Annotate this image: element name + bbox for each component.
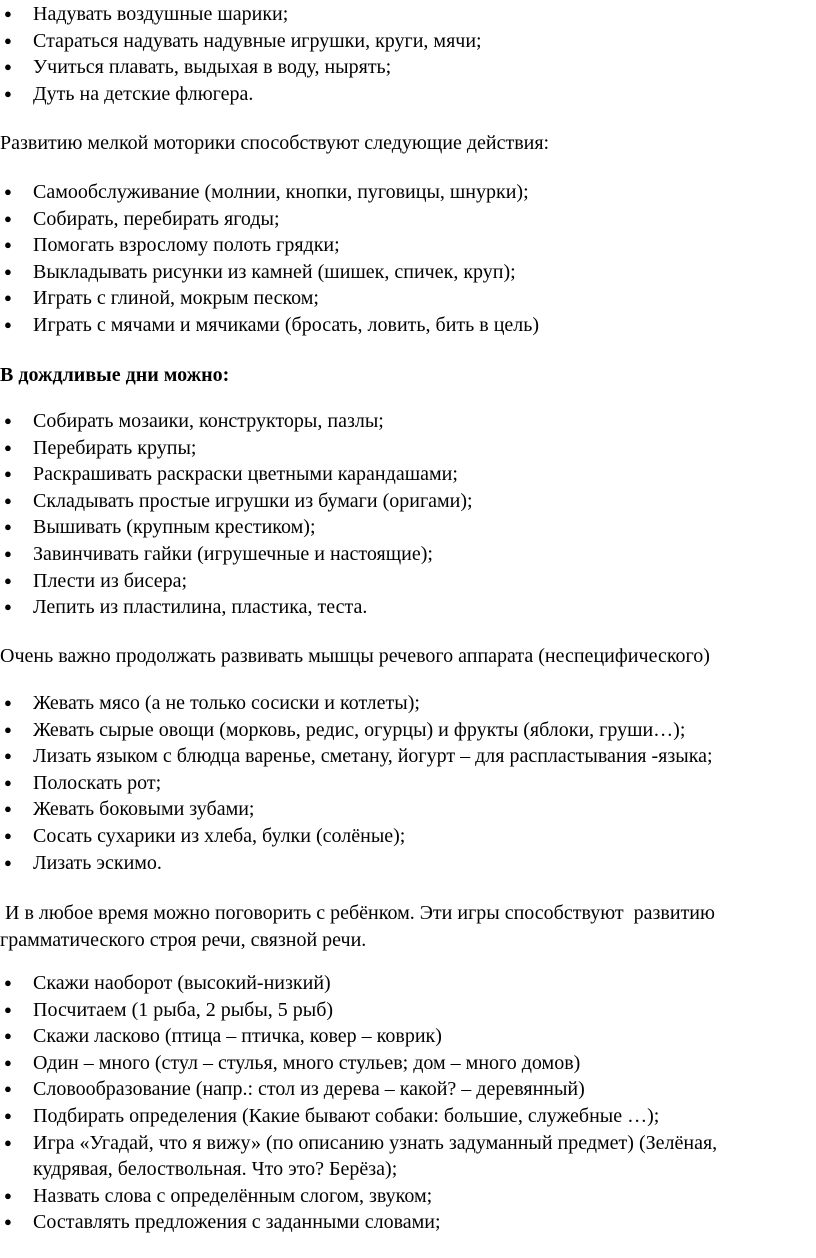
bullet-icon: ● [4, 1001, 12, 1017]
list-item [0, 514, 790, 541]
list-item [0, 408, 790, 435]
list-item [0, 81, 790, 108]
bullet-icon: ● [4, 210, 12, 226]
bullet-icon: ● [4, 1134, 12, 1150]
list-item [0, 997, 790, 1024]
list-item-text: Играть с мячами и мячиками (бросать, ловить, бить в цель) [33, 313, 540, 336]
rainy-days-heading: В дождливые дни можно: [0, 364, 230, 386]
list-item [0, 285, 790, 312]
grammar-games-intro: И в любое время можно поговорить с ребёнком. Эти игры способствуют развитию грамматического строя речи, связной речи. [0, 902, 720, 951]
list-item-text: Раскрашивать раскраски цветными карандашами; [33, 463, 458, 486]
bullet-icon: ● [4, 827, 12, 843]
bullet-icon: ● [4, 1214, 12, 1230]
bullet-icon: ● [4, 1187, 12, 1203]
list-item [0, 28, 790, 55]
bullet-icon: ● [4, 32, 12, 48]
list-item-text: Игра «Угадай, что я вижу» (по описанию узнать задуманный предмет) (Зелёная, кудрявая, белоствольная. Что это? Берёза); [33, 1131, 718, 1181]
list-item [0, 1183, 790, 1210]
list-item [0, 970, 790, 997]
list-item-text: Лизать языком с блюдца варенье, сметану, йогурт – для распластывания -языка; [33, 745, 713, 768]
list-item-text: Посчитаем (1 рыба, 2 рыбы, 5 рыб) [33, 998, 334, 1021]
bullet-icon: ● [4, 85, 12, 101]
list-item-text: Дуть на детские флюгера. [33, 82, 254, 105]
list-item [0, 206, 790, 233]
bullet-icon: ● [4, 519, 12, 535]
list-item-text: Жевать сырые овощи (морковь, редис, огурцы) и фрукты (яблоки, груши…); [33, 718, 686, 741]
list-item-text: Жевать мясо (а не только сосиски и котлеты); [33, 692, 420, 714]
list-item [0, 232, 790, 259]
list-item-text: Складывать простые игрушки из бумаги (оригами); [33, 489, 473, 512]
bullet-icon: ● [4, 599, 12, 615]
list-item-text: Скажи ласково (птица – птичка, ковер – коврик) [33, 1025, 442, 1048]
list-item-text: Собирать, перебирать ягоды; [33, 207, 280, 230]
grammar-games-list [0, 970, 790, 1236]
list-item-text: Полоскать рот; [33, 771, 162, 794]
bullet-icon: ● [4, 290, 12, 306]
list-item-text: Перебирать крупы; [33, 436, 197, 459]
list-item [0, 1050, 790, 1077]
list-item-text: Завинчивать гайки (игрушечные и настоящие); [33, 542, 433, 565]
list-item-text: Самообслуживание (молнии, кнопки, пуговицы, шнурки); [33, 181, 529, 203]
list-item [0, 1076, 790, 1103]
bullet-icon: ● [4, 466, 12, 482]
list-item [0, 690, 790, 717]
list-item [0, 594, 790, 621]
bullet-icon: ● [4, 6, 12, 21]
bullet-icon: ● [4, 1054, 12, 1070]
list-item-text: Надувать воздушные шарики; [33, 3, 289, 25]
list-item-text: Плести из бисера; [33, 569, 188, 592]
fine-motor-list [0, 179, 790, 339]
bullet-icon: ● [4, 748, 12, 764]
list-item [0, 717, 790, 744]
list-item [0, 435, 790, 462]
list-item [0, 568, 790, 595]
bullet-icon: ● [4, 413, 12, 428]
list-item [0, 461, 790, 488]
list-item-text: Стараться надувать надувные игрушки, круги, мячи; [33, 29, 482, 52]
breathing-exercises-list [0, 1, 790, 107]
list-item-text: Учиться плавать, выдыхая в воду, нырять; [33, 56, 392, 79]
bullet-icon: ● [4, 801, 12, 817]
bullet-icon: ● [4, 1028, 12, 1044]
speech-muscles-list [0, 690, 790, 876]
list-item [0, 796, 790, 823]
bullet-icon: ● [4, 975, 12, 990]
list-item [0, 850, 790, 877]
list-item [0, 1130, 790, 1183]
fine-motor-intro: Развитию мелкой моторики способствуют следующие действия: [0, 132, 550, 154]
bullet-icon: ● [4, 695, 12, 710]
list-item [0, 488, 790, 515]
bullet-icon: ● [4, 1081, 12, 1097]
bullet-icon: ● [4, 263, 12, 279]
list-item-text: Лепить из пластилина, пластика, теста. [33, 596, 368, 619]
list-item [0, 312, 790, 339]
list-item-text: Подбирать определения (Какие бывают собаки: большие, служебные …); [33, 1104, 660, 1127]
list-item [0, 179, 790, 206]
list-item-text: Собирать мозаики, конструкторы, пазлы; [33, 410, 384, 432]
bullet-icon: ● [4, 316, 12, 332]
list-item [0, 54, 790, 81]
list-item [0, 1209, 790, 1236]
list-item-text: Назвать слова с определённым слогом, звуком; [33, 1184, 433, 1207]
list-item-text: Жевать боковыми зубами; [33, 798, 255, 821]
bullet-icon: ● [4, 545, 12, 561]
list-item [0, 259, 790, 286]
speech-muscles-intro: Очень важно продолжать развивать мышцы речевого аппарата (неспецифического) [0, 645, 710, 667]
bullet-icon: ● [4, 1107, 12, 1123]
bullet-icon: ● [4, 854, 12, 870]
list-item [0, 541, 790, 568]
list-item-text: Составлять предложения с заданными словами; [33, 1211, 441, 1234]
list-item [0, 823, 790, 850]
list-item-text: Лизать эскимо. [33, 851, 162, 874]
bullet-icon: ● [4, 774, 12, 790]
bullet-icon: ● [4, 492, 12, 508]
list-item [0, 1023, 790, 1050]
bullet-icon: ● [4, 59, 12, 75]
list-item-text: Сосать сухарики из хлеба, булки (солёные); [33, 824, 406, 847]
bullet-icon: ● [4, 184, 12, 199]
list-item-text: Выкладывать рисунки из камней (шишек, спичек, круп); [33, 260, 516, 283]
list-item [0, 1, 790, 28]
bullet-icon: ● [4, 721, 12, 737]
bullet-icon: ● [4, 572, 12, 588]
list-item [0, 1103, 790, 1130]
list-item-text: Играть с глиной, мокрым песком; [33, 287, 319, 310]
list-item-text: Словообразование (напр.: стол из дерева – какой? – деревянный) [33, 1078, 585, 1101]
list-item-text: Скажи наоборот (высокий-низкий) [33, 972, 331, 994]
bullet-icon: ● [4, 237, 12, 253]
list-item-text: Вышивать (крупным крестиком); [33, 516, 316, 539]
bullet-icon: ● [4, 439, 12, 455]
list-item-text: Помогать взрослому полоть грядки; [33, 234, 340, 257]
list-item-text: Один – много (стул – стулья, много стульев; дом – много домов) [33, 1051, 581, 1074]
list-item [0, 743, 790, 770]
rainy-days-list [0, 408, 790, 621]
list-item [0, 770, 790, 797]
